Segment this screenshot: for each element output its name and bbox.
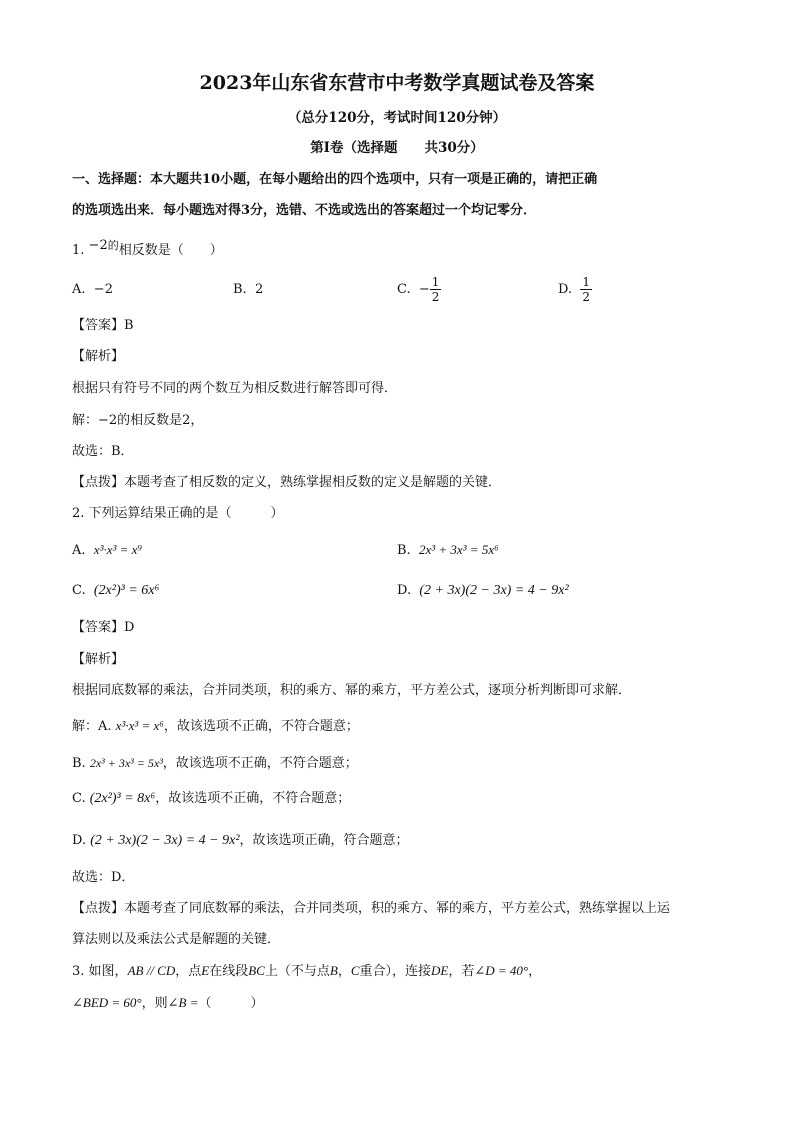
q1-solution: 解：−2的相反数是2， <box>72 413 204 428</box>
fraction <box>580 275 592 304</box>
math-value: −2 <box>88 238 108 253</box>
q2-analysis: 根据同底数幂的乘法，合并同类项，积的乘方、幂的乘方，平方差公式，逐项分析判断即可求解． <box>72 683 632 698</box>
stem-text: ，点 <box>175 964 202 979</box>
q1-option-b[interactable] <box>233 280 263 300</box>
stem-text: 下列运算结果正确的是（ ） <box>88 506 284 521</box>
part-heading: 第Ⅰ卷（选择题 共30分） <box>310 140 484 156</box>
fraction <box>430 275 442 304</box>
math-expression: B <box>329 963 338 978</box>
page-title: 2023年山东省东营市中考数学真题试卷及答案 <box>199 72 595 94</box>
math-expression: AB // CD <box>127 963 176 978</box>
q1-answer: 【答案】B <box>72 318 134 333</box>
q1-analysis: 根据只有符号不同的两个数互为相反数进行解答即可得． <box>72 381 398 396</box>
fraction-numerator: 1 <box>582 275 590 289</box>
stem-text: 重合），连接 <box>359 964 432 979</box>
question-number: 2. <box>72 506 85 521</box>
q2-option-b[interactable] <box>397 540 499 561</box>
option-value: −2 <box>93 282 113 297</box>
question-1-stem <box>72 238 223 261</box>
stem-text: 上（不与点 <box>264 964 330 979</box>
question-3-stem-line1 <box>72 961 541 982</box>
question-number: 1. <box>72 243 85 258</box>
q2-tip-line2: 算法则以及乘法公式是解题的关键． <box>72 932 281 947</box>
q2-solution-a <box>72 716 359 737</box>
question-number: 3. <box>72 964 85 979</box>
fraction-numerator: 1 <box>431 275 440 289</box>
option-value: 2 <box>254 282 264 297</box>
option-label: D. <box>397 583 412 598</box>
solution-text: ，故该选项不正确，不符合题意； <box>162 756 358 771</box>
exam-subtitle: （总分120分，考试时间120分钟） <box>287 110 507 126</box>
q2-solution-c <box>72 789 350 809</box>
option-label: B. <box>233 282 247 297</box>
math-expression: ∠BED = 60° <box>72 995 142 1010</box>
solution-text: ，故该选项不正确，不符合题意； <box>155 791 351 806</box>
q1-tip: 【点拨】本题考查了相反数的定义，熟练掌握相反数的定义是解题的关键． <box>72 475 502 490</box>
math-expression: BC <box>248 963 265 978</box>
q2-option-c[interactable] <box>72 581 159 601</box>
question-2-stem <box>72 504 284 524</box>
option-expression: x³·x³ = x⁹ <box>93 542 142 557</box>
stem-text: 的 <box>107 239 119 252</box>
option-label: A. <box>72 543 86 558</box>
solution-prefix: B. <box>72 756 86 771</box>
solution-text: ，故该选项正确，符合题意； <box>239 833 409 848</box>
q1-choose: 故选：B． <box>72 444 134 459</box>
option-label: A. <box>72 282 86 297</box>
stem-text: 相反数是（ ） <box>118 243 223 258</box>
option-expression: (2 + 3x)(2 − 3x) = 4 − 9x² <box>419 583 569 598</box>
q2-option-a[interactable] <box>72 540 142 561</box>
stem-text: ， <box>337 964 351 979</box>
solution-prefix: 解：A. <box>72 719 112 734</box>
option-minus: − <box>418 282 430 297</box>
section-instructions-line1: 一、选择题：本大题共10小题，在每小题给出的四个选项中，只有一项是正确的，请把正确 <box>72 172 598 187</box>
solution-text: ，故该选项不正确，不符合题意； <box>163 719 359 734</box>
question-3-stem-line2 <box>72 993 264 1014</box>
solution-expression: 2x³ + 3x³ = 5x³ <box>89 756 163 770</box>
stem-text: ， <box>528 964 542 979</box>
option-label: C. <box>397 282 411 297</box>
solution-prefix: D. <box>72 833 87 848</box>
q2-choose: 故选：D． <box>72 870 135 885</box>
section-instructions-line2: 的选项选出来．每小题选对得3分，选错、不选或选出的答案超过一个均记零分． <box>72 203 537 218</box>
solution-expression: (2 + 3x)(2 − 3x) = 4 − 9x² <box>90 833 240 848</box>
q1-option-a[interactable] <box>72 280 113 300</box>
option-expression: 2x³ + 3x³ = 5x⁶ <box>418 542 499 557</box>
stem-text: 在线段 <box>209 964 249 979</box>
math-expression: DE <box>431 963 449 978</box>
option-label: C. <box>72 583 86 598</box>
math-expression: ∠D = 40° <box>474 963 529 978</box>
stem-text: （ ） <box>198 996 264 1011</box>
stem-text: ，则 <box>141 996 168 1011</box>
q1-analysis-label: 【解析】 <box>72 349 125 364</box>
stem-text: 如图， <box>88 964 128 979</box>
solution-expression: (2x²)³ = 8x⁶ <box>89 791 156 806</box>
q2-solution-b <box>72 753 358 774</box>
math-expression: ∠B = <box>167 995 199 1010</box>
q1-option-d[interactable] <box>558 270 592 310</box>
solution-prefix: C. <box>72 791 86 806</box>
stem-text: ，若 <box>448 964 475 979</box>
math-expression: C <box>350 963 360 978</box>
q2-analysis-label: 【解析】 <box>72 652 125 667</box>
option-label: B. <box>397 543 411 558</box>
solution-expression: x³·x³ = x⁶ <box>115 718 164 733</box>
q2-tip-line1: 【点拨】本题考查了同底数幂的乘法，合并同类项，积的乘方、幂的乘方，平方差公式，熟练掌握以上运 <box>72 901 671 916</box>
fraction-denominator: 2 <box>582 290 590 304</box>
option-label: D. <box>558 282 573 297</box>
q2-solution-d <box>72 831 409 851</box>
q2-answer: 【答案】D <box>72 620 135 635</box>
q1-option-c[interactable] <box>397 270 441 310</box>
q2-option-d[interactable] <box>397 581 569 601</box>
fraction-denominator: 2 <box>431 290 440 304</box>
option-expression: (2x²)³ = 6x⁶ <box>93 583 160 598</box>
math-expression: E <box>201 963 210 978</box>
